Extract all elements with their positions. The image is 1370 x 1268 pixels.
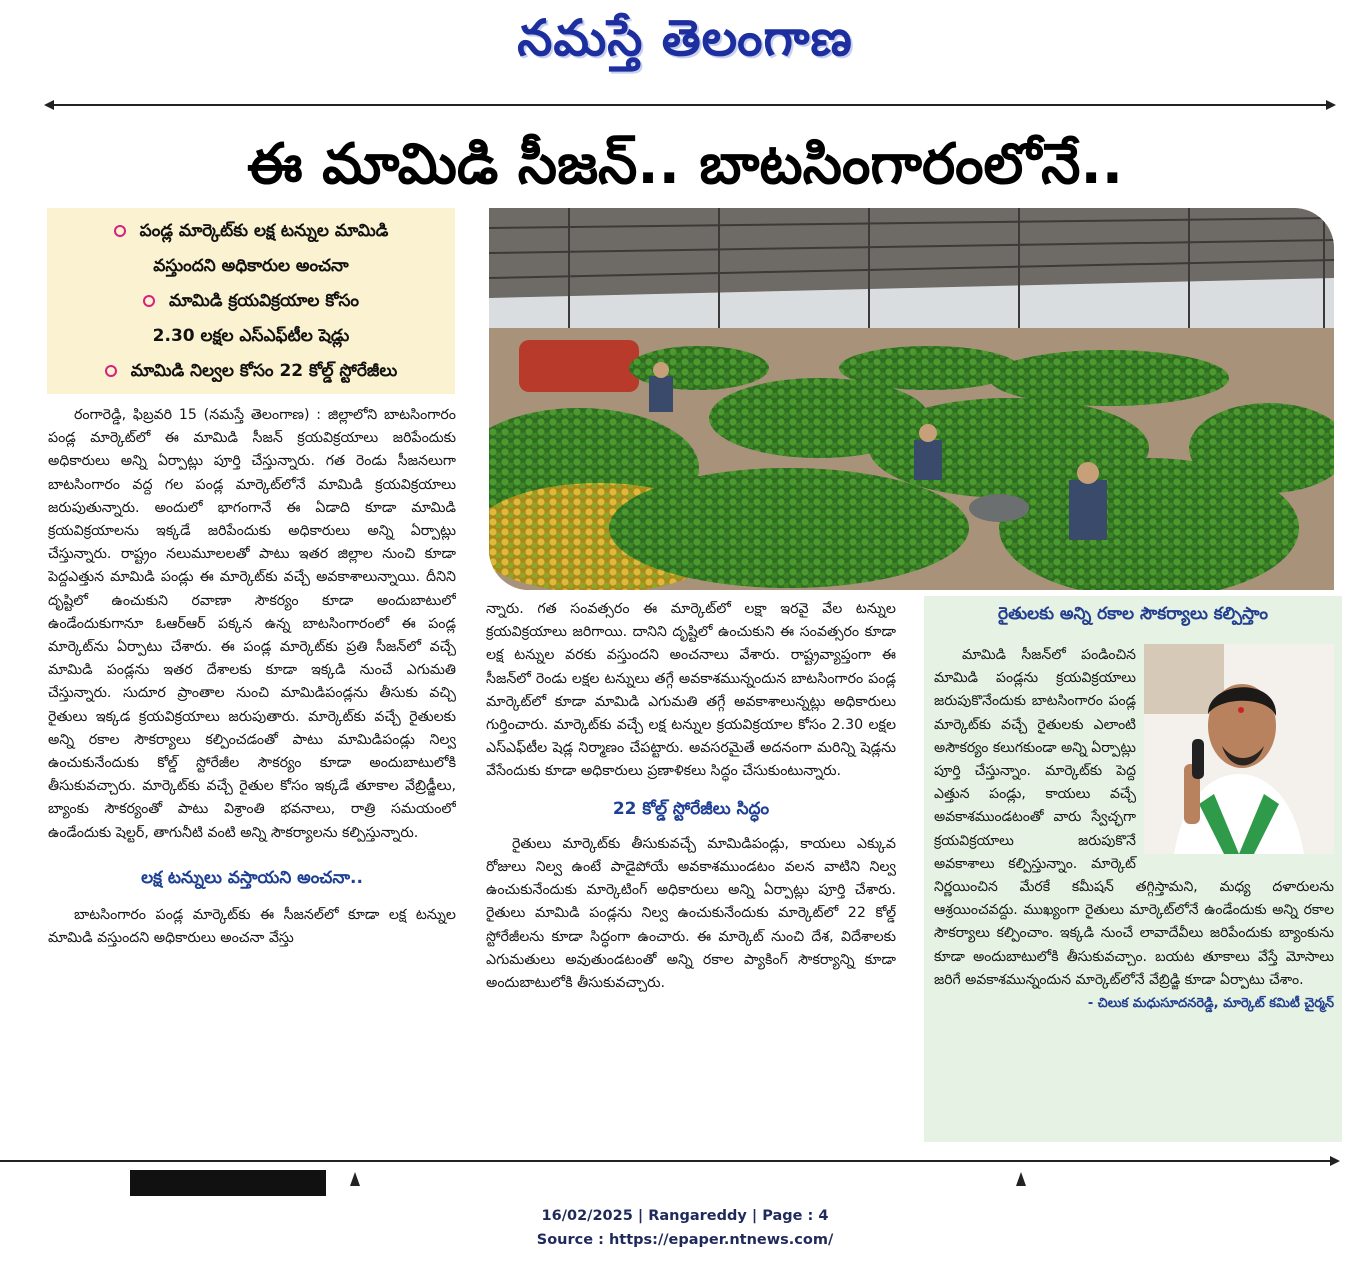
quote-box-title: రైతులకు అన్ని రకాల సౌకర్యాలు కల్పిస్తాం: [997, 604, 1269, 624]
quote-paragraph: మామిడి సీజన్‌లో పండించిన మామిడి పండ్లను క్రయవిక్రయాలు జరుపుకొనేందుకు బాటసింగారం పండ్ల మార్కెట్‌కు వచ్చే రైతులకు ఎలాంటి అసౌకర్యం కలుగకుండా అన్ని ఏర్పాట్లు పూర్తి చేస్తున్నాం. మార్కెట్‌కు పెద్ద ఎత్తున పండ్లు, కాయలు వచ్చే అవకాశముండటంతో వారు స్వేచ్ఛగా క్రయవిక్రయాలు జరుపుకొనే అవకాశాలు కల్పిస్తున్నాం. మార్కెట్ నిర్ణయించిన మేరకే కమీషన్ తగ్గిస్తామని, మధ్య దళారులను ఆశ్రయించవద్దు. ముఖ్యంగా రైతులు మార్కెట్‌లోనే ఉండేందుకు అన్ని రకాల సౌకర్యాలు కల్పించాం. ఇక్కడి నుంచే లావాదేవీలు జరిపేందుకు బ్యాంకును కూడా అందుబాటులోకి తీసుకువచ్చాం. బయట తూకాలు వేస్తే మోసాలు జరిగే అవకాశమున్నందున మార్కెట్‌లోనే వేబ్రిడ్జి కూడా ఏర్పాటు చేశాం.: [934, 647, 1334, 988]
divider-arrow-right: [1326, 100, 1336, 110]
page-footer: [0, 1204, 1370, 1252]
mango-market-illustration: [489, 208, 1334, 590]
bullet-icon: [105, 365, 117, 377]
edition-info: 16/02/2025 | Rangareddy | Page : 4: [541, 1208, 829, 1224]
highlight-item: మామిడి నిల్వల కోసం 22 కోల్డ్ స్టోరేజీలు: [47, 354, 455, 389]
divider-arrow-left: [44, 100, 54, 110]
next-article-clipping: [130, 1170, 326, 1196]
article-headline: ఈ మామిడి సీజన్.. బాటసింగారంలోనే..: [246, 132, 1124, 197]
mango-market-photo: [489, 208, 1334, 590]
article-column-2: [486, 598, 896, 1150]
source-link[interactable]: Source : https://epaper.ntnews.com/: [536, 1232, 834, 1248]
highlight-item: 2.30 లక్షల ఎస్‌ఎఫ్‌టీల షెడ్లు: [152, 326, 350, 346]
divider-arrow-right: [1330, 1156, 1340, 1166]
official-portrait-illustration: [1144, 644, 1334, 854]
bullet-icon: [114, 225, 126, 237]
section-subhead: 22 కోల్డ్ స్టోరేజీలు సిద్ధం: [612, 798, 770, 819]
top-divider: [52, 104, 1326, 106]
bullet-icon: [143, 295, 155, 307]
official-quote-box: [924, 596, 1342, 1142]
article-paragraph: న్నారు. గత సంవత్సరం ఈ మార్కెట్‌లో లక్షా ఇరవై వేల టన్నుల క్రయవిక్రయాలు జరిగాయి. దానిని దృష్టిలో ఉంచుకుని ఈ సంవత్సరం కూడా లక్ష టన్నుల వరకు వస్తుందని అంచనాలు వేశారు. రాష్ట్రవ్యాప్తంగా ఈ సీజన్‌లో రెండు లక్షల టన్నులు తగ్గే అవకాశమున్నందున బాటసింగారం పండ్ల మార్కెట్‌లో కూడా మామిడి ఎగుమతి తగ్గే అవకాశాలున్నట్లు అధికారులు గుర్తించారు. మార్కెట్‌కు వచ్చే లక్ష టన్నుల క్రయవిక్రయాల కోసం 2.30 లక్షల ఎస్‌ఎఫ్‌టీల షెడ్ల నిర్మాణం చేపట్టారు. అవసరమైతే అదనంగా మరిన్ని షెడ్లను వేసేందుకు కూడా అధికారులు ప్రణాళికలు సిద్ధం చేసుకుంటున్నారు.: [486, 601, 896, 780]
article-paragraph: రంగారెడ్డి, ఫిబ్రవరి 15 (నమస్తే తెలంగాణ) : జిల్లాలోని బాటసింగారం పండ్ల మార్కెట్‌లో ఈ మామిడి సీజన్ క్రయవిక్రయాలు జరిపేందుకు అధికారులు అన్ని ఏర్పాట్లు పూర్తి చేస్తున్నారు. గత రెండు సీజనలుగా బాటసింగారం వద్ద గల పండ్ల మార్కెట్‌లోనే మామిడి క్రయవిక్రయాలు జరుపుతున్నారు. అందులో భాగంగానే ఈ ఏడాది కూడా మామిడి క్రయవిక్రయాలను ఇక్కడే జరిపేందుకు అధికారులు అన్ని ఏర్పాట్లు చేస్తున్నారు. రాష్ట్రం నలుమూలలతో పాటు ఇతర జిల్లాల నుంచి కూడా పెద్దఎత్తున మామిడి పండ్లు ఈ మార్కెట్‌కు వచ్చే అవకాశాలున్నాయి. దీనిని దృష్టిలో ఉంచుకుని రవాణా సౌకర్యం కూడా అందుబాటులో ఉండేందుకుగానూ ఓఆర్ఆర్ పక్కన ఉన్న బాటసింగారంలో ఈ పండ్ల మార్కెట్‌ను ఏర్పాటు చేశారు. ఈ పండ్ల మార్కెట్‌కు ప్రతి సీజన్‌లో వచ్చే మామిడి పండ్లను ఇతర దేశాలకు కూడా ఇక్కడి నుంచే ఎగుమతి చేస్తున్నారు. సుదూర ప్రాంతాల నుంచి మామిడిపండ్లను తీసుకు వచ్చి రైతులు ఇక్కడ క్రయవిక్రయాలు జరుపుతారు. మార్కెట్‌కు వచ్చే రైతులకు అన్ని రకాల సౌకర్యాలు కల్పించడంతో పాటు మామిడిపండ్లు నిల్వ ఉంచుకునేందుకు కోల్డ్ స్టోరేజీల సౌకర్యం కూడా అందుబాటులోకి తీసుకువచ్చారు. మార్కెట్‌కు వచ్చే రైతుల కోసం ఇక్కడే తూకాల వేబ్రిడ్జీలు, బ్యాంకు సౌకర్యంతో పాటు విశ్రాంతి భవనాలు, రాత్రి సమయంలో ఉండేందుకు షెల్టర్, తాగునీటి వంటి అన్ని సౌకర్యాలను కల్పిస్తున్నారు.: [48, 407, 456, 841]
article-column-1: [48, 404, 456, 1150]
section-subhead: లక్ష టన్నులు వస్తాయని అంచనా..: [141, 867, 363, 888]
highlight-item: పండ్ల మార్కెట్‌కు లక్ష టన్నుల మామిడి: [47, 214, 455, 249]
article-paragraph: రైతులు మార్కెట్‌కు తీసుకువచ్చే మామిడిపండ్లు, కాయలు ఎక్కువ రోజులు నిల్వ ఉంటే పాడైపోయే అవకాశముండటం వలన వాటిని నిల్వ ఉంచుకునేందుకు మార్కెటింగ్ అధికారులు అన్ని ఏర్పాట్లు పూర్తి చేశారు. రైతులు మామిడి పండ్లను నిల్వ ఉంచుకునేందుకు మార్కెట్‌లో 22 కోల్డ్ స్టోరేజీలను కూడా సిద్ధంగా ఉంచారు. ఈ మార్కెట్ నుంచి దేశ, విదేశాలకు ఎగుమతులు అవుతుండటంతో అన్ని రకాల ప్యాకింగ్ సౌకర్యాన్ని కూడా అందుబాటులోకి తీసుకువచ్చారు.: [486, 835, 896, 992]
highlight-item: వస్తుందని అధికారుల అంచనా: [153, 256, 349, 276]
highlight-item: మామిడి క్రయవిక్రయాల కోసం: [47, 284, 455, 319]
newspaper-masthead: నమస్తే తెలంగాణ: [517, 8, 853, 67]
clipping-arrow-up: [350, 1172, 360, 1186]
highlights-box: [47, 208, 455, 394]
article-paragraph: బాటసింగారం పండ్ల మార్కెట్‌కు ఈ సీజనల్‌లో కూడా లక్ష టన్నుల మామిడి వస్తుందని అధికారులు అంచనా వేస్తు: [48, 907, 456, 947]
clipping-arrow-up: [1016, 1172, 1026, 1186]
quote-box-body: [934, 644, 1334, 1015]
official-portrait: [1144, 644, 1334, 854]
quote-attribution: - చిలుక మధుసూదనరెడ్డి, మార్కెట్ కమిటీ చైర్మన్: [1087, 996, 1334, 1012]
bottom-divider: [0, 1160, 1330, 1162]
